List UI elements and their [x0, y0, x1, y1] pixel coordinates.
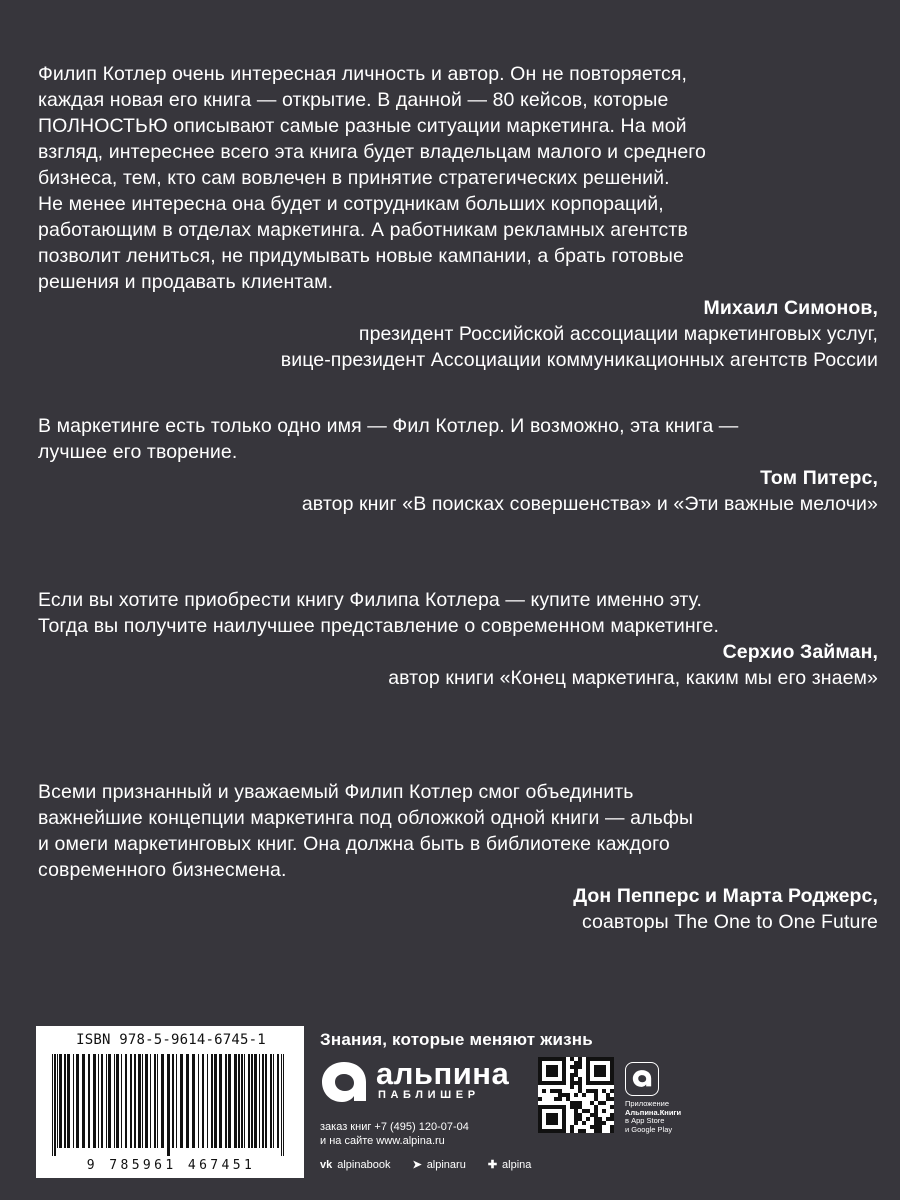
- barcode-bar: [121, 1054, 122, 1148]
- quote-line: важнейшие концепции маркетинга под обложкой одной книги — альфы: [38, 807, 694, 829]
- barcode-bar: [59, 1054, 62, 1148]
- app-line: и Google Play: [625, 1124, 673, 1134]
- barcode-bar: [57, 1054, 58, 1148]
- barcode-bar: [157, 1054, 158, 1148]
- barcode-bar: [283, 1054, 284, 1156]
- barcode-bar: [259, 1054, 260, 1148]
- barcode-bar: [225, 1054, 227, 1148]
- quote-line: бизнеса, тем, кто сам вовлечен в принятие стратегических решений.: [38, 167, 670, 189]
- vk-icon: vk: [320, 1158, 333, 1171]
- plus-icon: ✚: [487, 1159, 498, 1171]
- quote-line: и омеги маркетинговых книг. Она должна быть в библиотеке каждого: [38, 833, 670, 855]
- quote-author: Михаил Симонов,: [703, 297, 878, 319]
- social-handle: alpinabook: [337, 1158, 391, 1171]
- barcode-bar: [101, 1054, 103, 1148]
- barcode-bar: [238, 1054, 240, 1148]
- barcode-bar: [73, 1054, 74, 1148]
- barcode-bar: [277, 1054, 279, 1148]
- qr-code-icon[interactable]: [538, 1057, 614, 1133]
- quote-line: позволит лениться, не придумывать новые кампании, а брать готовые: [38, 245, 684, 267]
- barcode-bar: [265, 1054, 267, 1148]
- barcode-bar: [106, 1054, 107, 1148]
- barcode-bar: [262, 1054, 264, 1148]
- barcode-icon: [50, 1054, 290, 1156]
- barcode-bar: [172, 1054, 174, 1148]
- barcode-bar: [67, 1054, 70, 1148]
- app-name: Альпина.Книги: [625, 1107, 682, 1117]
- quote-line: Всеми признанный и уважаемый Филип Котлер смог объединить: [38, 781, 634, 803]
- barcode-bar: [281, 1054, 282, 1156]
- barcode-bar: [186, 1054, 189, 1148]
- barcode-bar: [270, 1054, 272, 1148]
- app-line: в App Store: [625, 1116, 665, 1125]
- social-telegram[interactable]: [412, 1158, 465, 1171]
- barcode-bar: [241, 1054, 243, 1148]
- barcode-bar: [130, 1054, 132, 1148]
- barcode-bar: [88, 1054, 90, 1148]
- barcode-bar: [134, 1054, 136, 1148]
- app-line: Приложение: [625, 1099, 669, 1108]
- barcode-bar: [244, 1054, 245, 1148]
- author-role: президент Российской ассоциации маркетинговых услуг,: [358, 323, 878, 345]
- barcode-bar: [161, 1054, 164, 1148]
- barcode-bar: [251, 1054, 253, 1148]
- barcode-bar: [82, 1054, 85, 1148]
- social-handle: alpinaru: [426, 1158, 466, 1171]
- barcode-bar: [167, 1054, 170, 1156]
- quote-zyman: [38, 587, 878, 691]
- barcode-bar: [145, 1054, 148, 1148]
- quote-line: современного бизнесмена.: [38, 859, 287, 881]
- quote-author: Дон Пепперс и Марта Роджерс,: [573, 885, 878, 907]
- social-vk[interactable]: [320, 1159, 390, 1171]
- quote-line: Не менее интересна она будет и сотрудникам больших корпораций,: [38, 193, 664, 215]
- quote-line: Тогда вы получите наилучшее представление о современном маркетинге.: [38, 615, 720, 637]
- quote-line: решения и продавать клиентам.: [38, 271, 334, 293]
- barcode-bar: [234, 1054, 237, 1148]
- order-phone: заказ книг +7 (495) 120-07-04: [320, 1121, 469, 1133]
- barcode-bar: [64, 1054, 66, 1148]
- social-links: [320, 1158, 531, 1171]
- alpina-logo-icon: [320, 1060, 368, 1104]
- barcode-bar: [52, 1054, 53, 1156]
- order-info: [320, 1120, 469, 1148]
- quote-line: лучшее его творение.: [38, 441, 238, 463]
- barcode-bar: [154, 1054, 156, 1148]
- quote-line: Если вы хотите приобрести книгу Филипа Котлера — купите именно эту.: [38, 589, 703, 611]
- barcode-bar: [138, 1054, 141, 1148]
- barcode-bar: [76, 1054, 79, 1148]
- barcode-label: [36, 1026, 304, 1178]
- barcode-bar: [116, 1054, 119, 1148]
- barcode-bar: [273, 1054, 274, 1148]
- quote-author: Том Питерс,: [760, 467, 878, 489]
- quote-line: Филип Котлер очень интересная личность и автор. Он не повторяется,: [38, 63, 688, 85]
- quote-line: ПОЛНОСТЬЮ описывают самые разные ситуации маркетинга. На мой: [38, 115, 687, 137]
- quote-line: В маркетинге есть только одно имя — Фил Котлер. И возможно, эта книга —: [38, 415, 739, 437]
- alpina-app-icon: [632, 1069, 652, 1088]
- author-role: соавторы The One to One Future: [581, 911, 878, 933]
- barcode-bar: [219, 1054, 222, 1148]
- barcode-bar: [98, 1054, 99, 1148]
- social-alpina[interactable]: [488, 1158, 532, 1171]
- isbn-number: ISBN 978-5-9614-6745-1: [76, 1032, 266, 1048]
- barcode-bar: [202, 1054, 204, 1148]
- quote-simonov: [38, 61, 878, 373]
- barcode-bar: [207, 1054, 208, 1148]
- barcode-bar: [192, 1054, 195, 1148]
- barcode-bar: [214, 1054, 217, 1148]
- quote-line: работающим в отделах маркетинга. А работникам рекламных агентств: [38, 219, 688, 241]
- order-site: и на сайте www.alpina.ru: [320, 1135, 445, 1147]
- quote-line: каждая новая его книга — открытие. В данной — 80 кейсов, которые: [38, 89, 669, 111]
- publisher-tagline: Знания, которые меняют жизнь: [320, 1030, 593, 1049]
- app-store-link[interactable]: [625, 1062, 659, 1096]
- barcode-bar: [142, 1054, 143, 1148]
- barcode-bar: [198, 1054, 199, 1148]
- publisher-subname: ПАБЛИШЕР: [378, 1089, 480, 1101]
- author-role: вице-президент Ассоциации коммуникационных агентств России: [280, 349, 878, 371]
- quote-peters: [38, 413, 878, 517]
- barcode-bar: [54, 1054, 56, 1156]
- barcode-bar: [114, 1054, 115, 1148]
- barcode-bar: [211, 1054, 213, 1148]
- publisher-name: альпина: [376, 1056, 510, 1091]
- barcode-bar: [108, 1054, 111, 1148]
- ean-number: 9 785961 467451: [86, 1158, 256, 1173]
- barcode-bar: [93, 1054, 96, 1148]
- social-handle: alpina: [502, 1158, 532, 1171]
- barcode-bar: [176, 1054, 177, 1148]
- author-role: автор книг «В поисках совершенства» и «Эти важные мелочи»: [301, 493, 878, 515]
- quote-author: Серхио Займан,: [722, 641, 878, 663]
- quote-line: взгляд, интереснее всего эта книга будет владельцам малого и среднего: [38, 141, 707, 163]
- barcode-bar: [180, 1054, 183, 1148]
- telegram-icon: ➤: [412, 1159, 422, 1171]
- quote-peppers-rogers: [38, 779, 878, 935]
- app-info: [625, 1100, 681, 1134]
- barcode-bar: [150, 1054, 151, 1148]
- barcode-bar: [248, 1054, 250, 1148]
- author-role: автор книги «Конец маркетинга, каким мы его знаем»: [388, 667, 878, 689]
- barcode-bar: [228, 1054, 231, 1148]
- barcode-bar: [254, 1054, 257, 1148]
- barcode-bar: [125, 1054, 127, 1148]
